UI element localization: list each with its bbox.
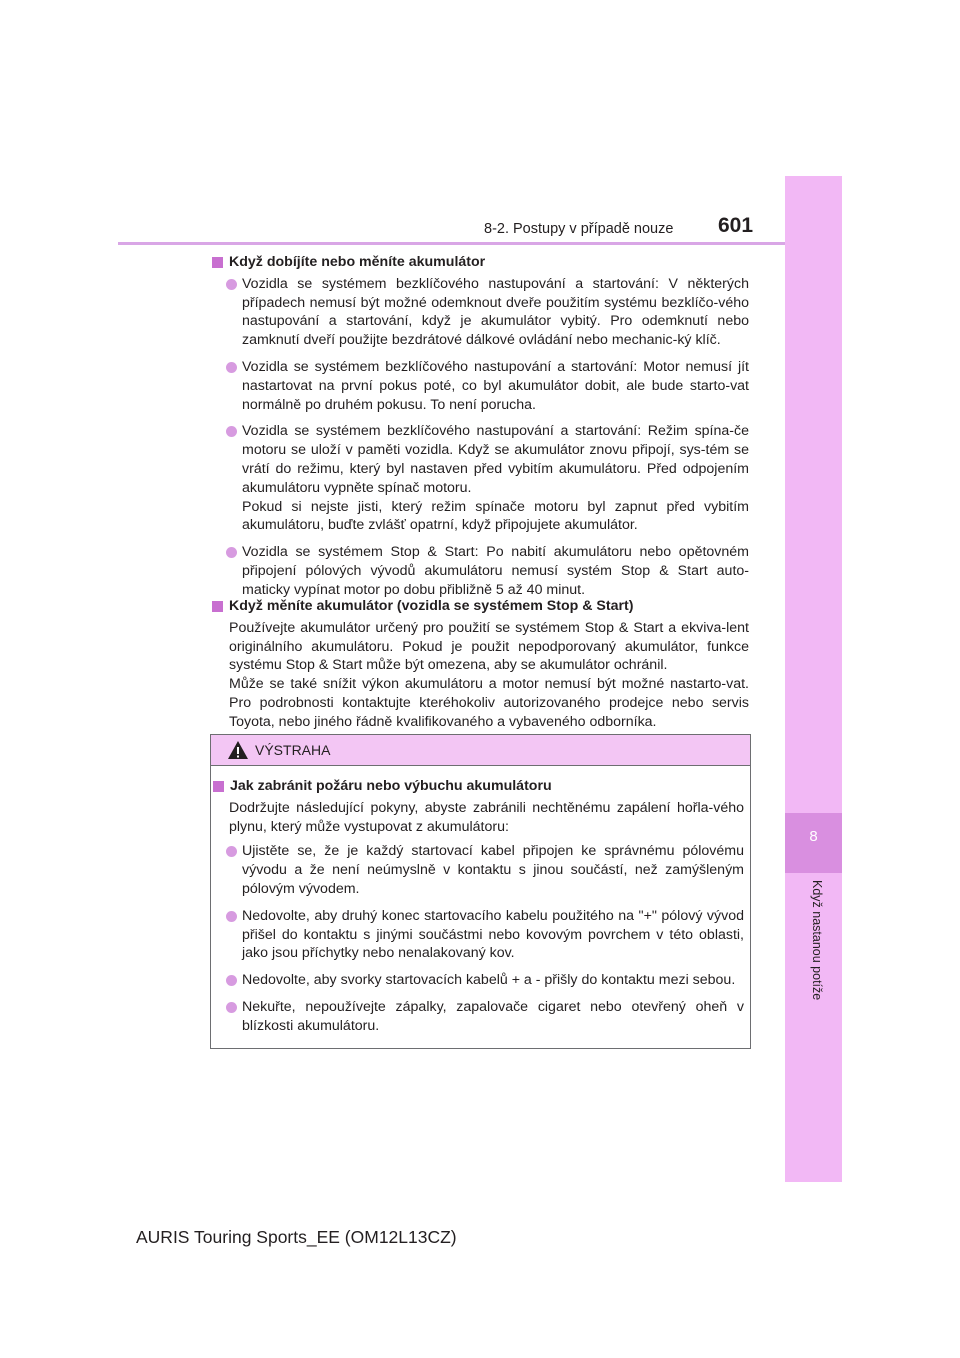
- list-item-text: Vozidla se systémem bezklíčového nastupování a startování: Režim spína-če motoru se uloží v paměti vozidla. Když se akumulátor znovu připojí, sys-tém se vrátí do režimu, který byl nastaven před vybitím akumulátoru. Před odpojením akumulátoru vypněte spínač motoru.: [242, 423, 749, 496]
- footer-model-code: AURIS Touring Sports_EE (OM12L13CZ): [136, 1227, 457, 1247]
- list-item: [211, 422, 749, 535]
- list-item: Nedovolte, aby druhý konec startovacího kabelu použitého na "+" pólový vývod přišel do kontaktu s jinými součástmi nebo kovovým povrchem v této oblasti, jako jsou příchytky nebo nenalakovaný kov.: [211, 907, 744, 963]
- warning-box: [210, 734, 751, 1049]
- warning-heading: Jak zabránit požáru nebo výbuchu akumulátoru: [212, 777, 750, 796]
- section-paragraph: [211, 619, 749, 732]
- chapter-title: Když nastanou potíže: [810, 880, 824, 1001]
- warning-header: [211, 735, 750, 766]
- warning-intro: Dodržujte následující pokyny, abyste zabránili nechtěnému zapálení hořla-vého plynu, který může vystupovat z akumulátoru:: [229, 799, 744, 835]
- list-item-text: Pokud si nejste jisti, který režim spínače motoru byl zapnut před vybitím akumulátoru, buďte zvlášť opatrní, když připojujete akumulátor.: [242, 498, 749, 534]
- section-heading: Když dobíjíte nebo měníte akumulátor: [211, 253, 749, 272]
- header-divider: [118, 242, 842, 245]
- section-title: 8-2. Postupy v případě nouze: [484, 221, 674, 237]
- paragraph-text: Může se také snížit výkon akumulátoru a motor nemusí být možné nastarto-vat. Pro podrobnosti kontaktujte kteréhokoliv autorizovaného prodejce nebo servis Toyota, nebo jiného řádně kvalifikovaného a vybaveného odborníka.: [229, 676, 749, 730]
- list-item: Ujistěte se, že je každý startovací kabel připojen ke správnému pólovému vývodu a že není neúmyslně v kontaktu s jinou součástí, než zamýšleným pólovým vývodem.: [211, 842, 744, 898]
- section-battery-charging: [211, 253, 749, 600]
- warning-title: VÝSTRAHA: [255, 742, 331, 758]
- warning-triangle-icon: [227, 740, 249, 760]
- paragraph-text: Používejte akumulátor určený pro použití se systémem Stop & Start a ekviva-lent originálního akumulátoru. Pokud je použit nepodporovaný akumulátor, funkce systému Stop & Start může být omezena, aby se akumulátor ochránil.: [229, 619, 749, 674]
- warning-content: [211, 777, 750, 1036]
- list-item: Vozidla se systémem Stop & Start: Po nabití akumulátoru nebo opětovném připojení pólových vývodů akumulátoru nemusí systém Stop & Start auto-maticky vypínat motor po dobu přibližně 5 až 40 minut.: [211, 543, 749, 599]
- page-number: 601: [718, 214, 754, 237]
- list-item: Nedovolte, aby svorky startovacích kabelů + a - přišly do kontaktu mezi sebou.: [211, 971, 744, 990]
- list-item: Nekuřte, nepoužívejte zápalky, zapalovače cigaret nebo otevřený oheň v blízkosti akumulátoru.: [211, 998, 744, 1036]
- list-item: Vozidla se systémem bezklíčového nastupování a startování: V některých případech nemusí být možné odemknout dveře použitím systému bezklíčo-vého nastupování a startování, když je akumulátor vybitý. Pro odemknutí nebo zamknutí dveří použijte bezdrátové dálkové ovládání nebo mechanic-ký klíč.: [211, 275, 749, 350]
- section-heading: Když měníte akumulátor (vozidla se systémem Stop & Start): [211, 597, 749, 616]
- section-battery-replacement: [211, 597, 749, 732]
- chapter-number: 8: [809, 828, 818, 845]
- list-item: Vozidla se systémem bezklíčového nastupování a startování: Motor nemusí jít nastartovat na první pokus poté, co byl akumulátor dobit, ale bude starto-vat normálně po druhém pokusu. To není porucha.: [211, 358, 749, 414]
